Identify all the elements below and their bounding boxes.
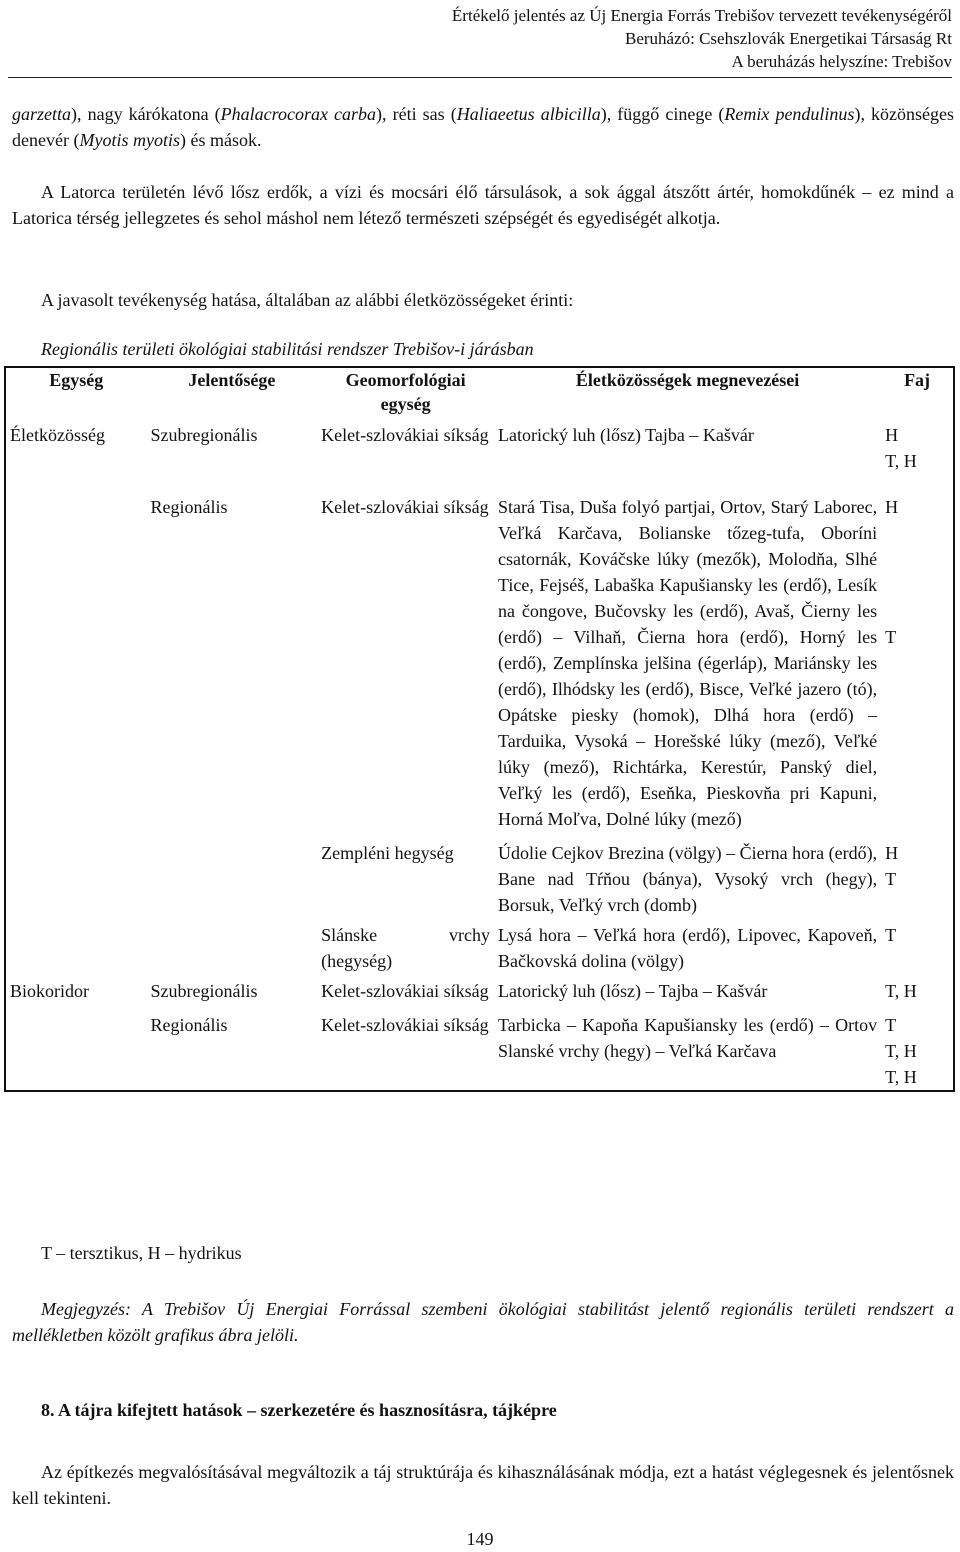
cell-geomorph: Kelet-szlovákiai síkság <box>321 981 489 1001</box>
table-row <box>5 974 954 1004</box>
cell-type: H T, H <box>885 425 917 471</box>
cell-significance: Szubregionális <box>150 981 258 1001</box>
header-significance: Jelentősége <box>188 370 276 390</box>
header-line-1: Értékelő jelentés az Új Energia Forrás Trebišov tervezett tevékenységéről <box>451 6 952 25</box>
header-divider <box>8 77 952 78</box>
cell-significance <box>147 832 318 918</box>
paragraph-impact-intro: A javasolt tevékenység hatása, általában az alábbi életközösségeket érinti: <box>41 290 574 310</box>
table-caption: Regionális területi ökológiai stabilitási rendszer Trebišov-i járásban <box>41 339 534 359</box>
cell-significance: Szubregionális <box>150 425 258 445</box>
table-row <box>5 1004 954 1091</box>
table-row <box>5 474 954 832</box>
cell-geomorph: Zempléni hegység <box>321 843 454 863</box>
legend: T – tersztikus, H – hydrikus <box>41 1243 242 1263</box>
cell-significance <box>147 918 318 974</box>
paragraph-landscape: Az építkezés megvalósításával megváltozik a táj struktúrája és kihasználásának módja, ezt a hatást véglegesnek és jelentősnek kell tekinteni. <box>12 1462 954 1508</box>
cell-significance: Regionális <box>150 497 228 517</box>
cell-type: T <box>885 925 897 945</box>
cell-type: T, H <box>885 981 917 1001</box>
cell-unit <box>5 1004 147 1091</box>
page-number: 149 <box>466 1529 494 1549</box>
cell-type: H T <box>885 843 899 889</box>
paragraph-species: garzetta), nagy kárókatona (Phalacrocorax carba), réti sas (Haliaeetus albicilla), függő cinege (Remix pendulinus), közönséges denevér (Myotis myotis) és mások. <box>12 104 954 150</box>
note: Megjegyzés: A Trebišov Új Energiai Forrással szembeni ökológiai stabilitást jelentő regionális területi rendszert a mellékletben közölt grafikus ábra jelöli. <box>12 1299 954 1345</box>
cell-names: Tarbicka – Kapoňa Kapušiansky les (erdő) – Ortov Slanské vrchy (hegy) – Veľká Karčava <box>498 1015 878 1061</box>
cell-type: T T, H T, H <box>885 1015 917 1087</box>
cell-unit <box>5 832 147 918</box>
table-row <box>5 416 954 474</box>
cell-unit <box>5 474 147 832</box>
header-unit: Egység <box>49 370 104 390</box>
section-heading: 8. A tájra kifejtett hatások – szerkezetére és hasznosításra, tájképre <box>41 1400 557 1420</box>
header-names: Életközösségek megnevezései <box>575 370 800 390</box>
cell-geomorph: Kelet-szlovákiai síkság <box>321 1015 489 1035</box>
page-header <box>452 4 952 73</box>
paragraph-latorca: A Latorca területén lévő lősz erdők, a vízi és mocsári élő társulások, a sok ággal átszőtt ártér, homokdűnék – ez mind a Latorica térség jellegzetes és sehol máshol nem létező természeti szépségét és egyediségét alkotja. <box>12 182 954 228</box>
header-geomorph: Geomorfológiai egység <box>345 370 466 414</box>
cell-unit <box>5 918 147 974</box>
cell-geomorph: Kelet-szlovákiai síkság <box>321 425 489 445</box>
cell-unit: Biokoridor <box>10 981 89 1001</box>
header-line-2: Beruházó: Csehszlovák Energetikai Társaság Rt <box>624 29 952 48</box>
table-header-row <box>5 367 954 416</box>
cell-names: Latorický luh (lősz) – Tajba – Kašvár <box>498 981 768 1001</box>
cell-names: Stará Tisa, Duša folyó partjai, Ortov, Starý Laborec, Veľká Karčava, Bolianske tőzeg-tufa, Oboríni csatornák, Kováčske lúky (mezők), Molodňa, Slhé Tice, Fejséš, Labaška Kapušiansky les (erdő), Lesík na čongove, Bučovsky les (erdő), Avaš, Čierny les (erdő) – Vilhaň, Čierna hora (erdő), Horný les (erdő), Zemplínska jelšina (égerláp), Mariánsky les (erdő), Ilhódsky les (erdő), Bisce, Veľké jazero (tó), Opátske piesky (homok), Dlhá hora (erdő) – Tarduika, Vysoká – Horešské lúky (mező), Veľké lúky (mező), Richtárka, Kerestúr, Panský diel, Veľký les (erdő), Eseňka, Pieskovňa pri Kapuni, Horná Moľva, Dolné lúky (mező) <box>498 497 878 829</box>
cell-names: Lysá hora – Veľká hora (erdő), Lipovec, Kapoveň, Bačkovská dolina (völgy) <box>498 925 878 971</box>
ecological-stability-table <box>4 366 955 1092</box>
header-line-3: A beruházás helyszíne: Trebišov <box>731 52 952 71</box>
cell-names: Latorický luh (lősz) Tajba – Kašvár <box>498 425 754 445</box>
cell-geomorph: Kelet-szlovákiai síkság <box>321 497 489 517</box>
cell-significance: Regionális <box>150 1015 228 1035</box>
cell-unit: Életközösség <box>10 425 105 445</box>
header-type: Faj <box>904 370 931 390</box>
cell-type: H T <box>885 497 899 647</box>
cell-names: Údolie Cejkov Brezina (völgy) – Čierna hora (erdő), Bane nad Tŕňou (bánya), Vysoký vrch (hegy), Borsuk, Veľký vrch (domb) <box>498 843 878 915</box>
table-row <box>5 918 954 974</box>
cell-geomorph: Slánske vrchy (hegység) <box>321 925 491 971</box>
table-row <box>5 832 954 918</box>
